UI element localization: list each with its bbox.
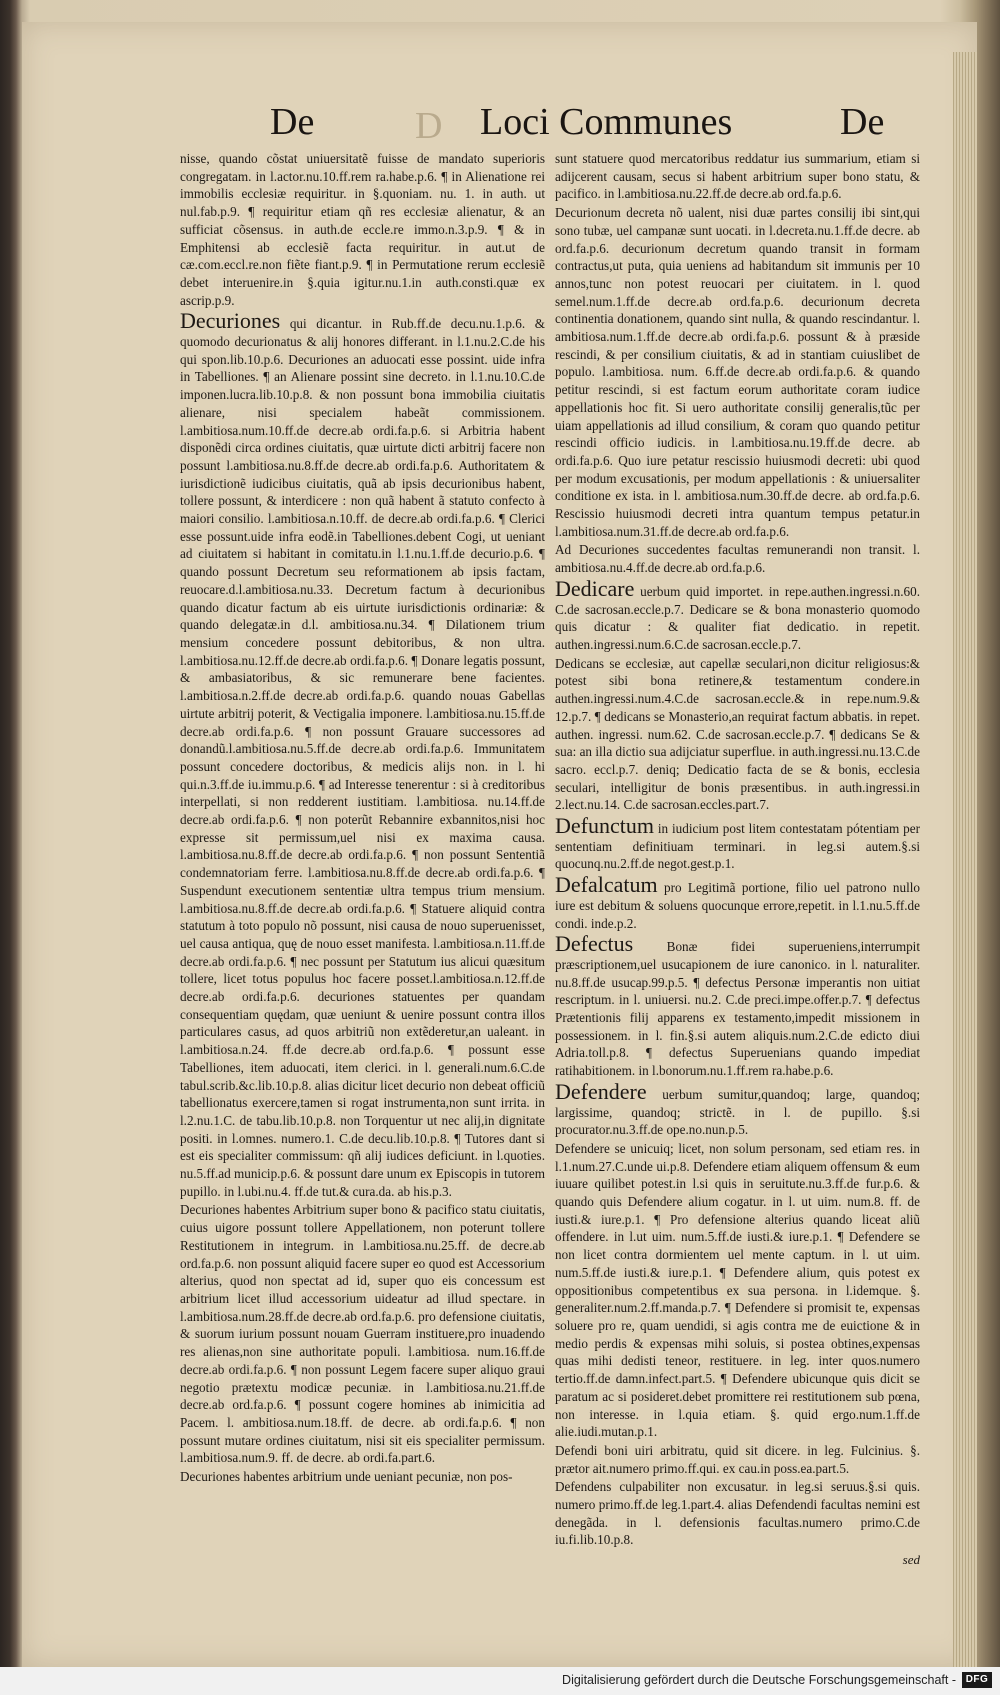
left-column (180, 150, 545, 1486)
entry-defalcatum (555, 874, 920, 932)
entry-defendere-se: Defendere se unicuiq; licet, non solum personam, sed etiam res. in l.1.num.27.C.unde ui.p.8. Defendere etiam aliquem offensum & eum iuuare quilibet potest.in l.si quis in seruitute.nu.3.ff.de fur.p.6. & quando quis Defendere alium cogatur. in l. ut uim. num.8. ff. de iusti.& iure.p.1. ¶ Pro defensione alterius quando liceat aliũ offendere. in l.ut uim. num.5.ff.de iusti.& iure.p.1. ¶ Defendere se non licet contra dormientem uel mente captum. in l. ut uim. num.5.ff.de iusti.& iure.p.1. ¶ Defendere alium, quis potest ex oppositionibus competentibus ex sua persona. in l.idemque. §. generaliter.num.2.ff.manda.p.7. ¶ Defendere si promisit te, expensas soluere pro re, quam uendidi, si agis contra me de euictione & in medio perdis & expensas mihi soluis, si postea obtines,expensas quas mihi dedisti teneor, restituere. in leg. inter quos.numero tertio.ff.de damn.infect.part.5. ¶ Defendere ubicunque quis dicit se paratum ac si posideret.debet promittere rei restitutionem sub pœna, non interesse. in l.quia etiam. §. quid ergo.num.1.ff.de alie.iudi.mutan.p.1. (555, 1140, 920, 1440)
lemma-defalcatum: Defalcatum (555, 872, 658, 898)
entry-statuere: sunt statuere quod mercatoribus reddatur ius summarium, etiam si adijcerent causam, secus si habent arbitrium super bono statu, & pacifico. in l.ambitiosa.nu.22.ff.de decre.ab ord.fa.p.6. (555, 151, 920, 202)
running-header (60, 100, 910, 150)
lemma-defectus: Defectus (555, 931, 634, 957)
dfg-logo: DFG (962, 1672, 992, 1688)
entry-dedicans: Dedicans se ecclesiæ, aut capellæ seculari,non dicitur religiosus:& potest sibi bona retinere,& testamentum condere.in authen.ingressi.num.4.C.de sacrosan.eccle.& in repe.num.9.& 12.p.7. ¶ dedicans se Monasterio,an requirat factum abbatis. in repet. authen. ingressi. num.62. C.de sacrosan.eccle.p.7. ¶ dedicans Se & sua: an illa dictio sua adijciatur superflue. in auth.ingressi.nu.13.C.de sacro. eccl.p.7. deniq; Dedicatio facta de se & bonis, ecclesia seculari, intelligitur de bonis præsentibus. in auth.ingressi.in 2.lect.nu.14. C.de sacrosan.eccles.part.7. (555, 655, 920, 813)
entry-defunctum (555, 815, 920, 873)
entry-defendere (555, 1078, 920, 1139)
header-right: De (840, 101, 885, 143)
entry-decuriones-text: qui dicantur. in Rub.ff.de decu.nu.1.p.6. & quomodo decurionatus & alij honores differant. in l.1.nu.2.C.de his qui spon.lib.10.p.6. Decuriones an aduocati esse possint. uide infra in Tabelliones. ¶ an Alienare possint sine decreto. in l.1.nu.10.C.de imponen.lucra.lib.10.p.8. & non possunt bona immobilia ciuitatis alienare, nisi specialem habeãt commissionem. l.ambitiosa.num.10.ff.de decre.ab ordi.fa.p.6. si Arbitria habent disponẽdi circa ordines ciuitatis, quæ uirtute dicti arbitrij facere non possunt l.ambitiosa.nu.8.ff.de decre.ab ordi.fa.p.6. Authoritatem & iurisdictionẽ iudicibus ciuitatis, quã ab ipsis decurionibus habent, tollere possunt, & interdicere : non quã habent ã statuto confecto à maiori consilio. l.ambitiosa.n.10.ff. de decre.ab ordi.fa.p.6. ¶ Clerici esse possunt.uide infra eodẽ.in Tabelliones.debent Cogi, ut ueniant ad ciuitatem si habitant in comitatu.in l.1.nu.1.ff.de decurio.p.6. ¶ quando possunt Decretum seu reformationem ab ipsis factam, reuocare.d.l.ambitiosa.nu.33. Decretum factum à decurionibus quando dicatur factum ab eis uirtute iurisdictionis ordinariæ: & quando delegatæ.in d.l. ambitiosa.nu.34. ¶ Dilationem trium mensium concedere possunt debitoribus, & non ultra. l.ambitiosa.nu.12.ff.de decre.ab ordi.fa.p.6. ¶ Donare legatis possunt, & ambasiatoribus, & sic remunerare bene facientes. l.ambitiosa.n.2.ff.de decre.ab ordi.fa.p.6. quando nouas Gabellas uirtute arbitrij poterit, & Vectigalia imponere. l.ambitiosa.nu.15.ff.de decre.ab ordi.fa.p.6. ¶ non possunt Grauare successores ad donandũ.l.ambitiosa.nu.5.ff.de decre.ab ordi.fa.p.6. Immunitatem possunt concedere doctoribus, & medicis alijs non. in l. hi qui.n.3.ff.de iu.immu.p.6. ¶ ad Interesse tenerentur : si à creditoribus interpellati, si non redderent iustitiam. l.ambitiosa. nu.14.ff.de decre.ab ordi.fa.p.6. ¶ non poterũt Rebannire exbannitos,nisi hoc expresse sit permissum,uel nisi ex maxima causa. l.ambitiosa.nu.8.ff.de decre.ab ordi.fa.p.6. ¶ non possunt Sententiã condemnatoriam ferre. l.ambitiosa.nu.8.ff.de decre.ab ordi.fa.p.6. ¶ Suspendunt executionem sententiæ ultra tempus trium mensium. l.ambitiosa.nu.8.ff.de decre.ab ordi.fa.p.6. ¶ Statuere aliquid contra statutum à toto populo nõ possunt, nisi causa de nouo superuenisset, uel causa antiqua, quę de nouo esset manifesta. l.ambitiosa.n.11.ff.de decre.ab ordi.fa.p.6. ¶ nec possunt per Statutum ius alicui quæsitum tollere, licet totus populus hoc facere posset.l.ambitiosa.n.12.ff.de decre.ab ordi.fa.p.6. decuriones statuentes per quandam consequentiam quędam, quæ ueniunt & uenire possunt contra illos particulares casus, ad quos arbitriũ non extẽderetur,an ualeant. in l.ambitiosa.n.24. ff.de decre.ab ord.fa.p.6. ¶ possunt esse Tabelliones, item aduocati, item clerici. in l. generali.num.6.C.de tabul.scrib.&c.lib.10.p.8. alias dicitur licet decurio non debeat officiũ tabellionatus exercere,tamen si rogat instrumenta,non sunt irrita. in l.2.nu.1.C. de tabu.lib.10.p.8. non Torquentur ut nec alij,in dignitate positi. in l.omnes. numero.1. C.de decu.lib.10.p.8. ¶ Tutores dant si est eis specialiter commissum: qñ alij iudices deficiunt. in l.quoties. nu.5.ff.ad municip.p.6. & possunt dare unum ex Episcopis in tutorem pupillo. in l.ubi.nu.4. ff.de tut.& cura.da. ab his.p.3. (180, 316, 545, 1199)
entry-defunctum-text: in iudicium post litem contestatam pótentiam per sententiam definitiuam terminari. in leg.si autem.§.si quocunq.nu.2.ff.de negot.gest.p.1. (555, 821, 920, 872)
entry-decurionum: Decurionum decreta nõ ualent, nisi duæ partes consilij ibi sint,qui sono tubæ, uel campanæ sunt uocati. in l.decreta.nu.1.ff.de decre. ab ord.fa.p.6. decurionum decretum quando transit in formam contractus,ut puta, quia ueniens ad habitandum sit immunis per 10 annos,tunc non potest reuocari per ciuitatem. in l. quod semel.num.1.ff.de decre.ab ord.fa.p.6. decurionum decreta continentia donationem, quando sint nulla, & quando rescindantur. l. ambitiosa.num.1.ff.de decre.ab ordi.fa.p.6. possunt & à præside rescindi, & per consilium ciuitatis, & ad in stantiam cuiuslibet de populo. l.ambitiosa. num. 6.ff.de decre.ab ordi.fa.p.6. & quando petitur rescindi, si est factum eorum authoritate coram iudice appellationis hoc fit. Si uero authoritate consilij generalis,tũc per uiam appellationis ad illud consilium, & coram quo quando petitur rescindi officio iudicis. in l.ambitiosa.nu.19.ff.de decre. ab ordi.fa.p.6. Quo iure petatur rescissio huiusmodi decreti: ubi quod per modum excusationis, per modum appellationis : & uniuersaliter conditione ex ista. in l. ambitiosa.num.30.ff.de decre. ab ord.fa.p.6. Rescissio huiusmodi decreti intra quantum tempus petatur.in l.ambitiosa.num.31.ff.de decre.ab ord.fa.p.6. (555, 205, 920, 539)
entry-dedicare (555, 575, 920, 654)
entry-continuation: nisse, quando cõstat uniuersitatẽ fuisse de mandato superioris congregatam. in l.actor.nu.10.ff.rem ra.habe.p.6. ¶ in Alienatione rei immobilis ecclesiæ requiritur. in §.quoniam. nu. 1. in auth. ut nul.fab.p.9. ¶ requiritur etiam qñ res ecclesiæ alienatur, & an sufficiat cõsensus. in auth.de eccle.re immo.n.3.p.9. ¶ & in Emphitensi ab ecclesiẽ facta requiritur. in aut.ut de cæ.com.eccl.re.non fiẽte fiant.p.9. ¶ in Permutatione rerum ecclesiẽ debet interuenire.in §.quia igitur.nu.1.in auth.consti.quæ ex ascrip.p.9. (180, 151, 545, 308)
catchword: sed (902, 1552, 920, 1568)
lemma-defendere: Defendere (555, 1078, 647, 1104)
funding-credit: Digitalisierung gefördert durch die Deutsche Forschungsgemeinschaft - (562, 1673, 956, 1687)
entry-defendere-text: uerbum sumitur,quandoq; large, quandoq; largissime, quandoq; strictẽ. in l. de pupillo. §.si procurator.nu.3.ff.de ope.no.nun.p.5. (555, 1086, 920, 1138)
entry-defectus-text: Bonæ fidei superueniens,interrumpit præscriptionem,uel usucapionem de iure canonico. in l. naturaliter. nu.8.ff.de usucap.99.p.5. ¶ defectus Personæ imperantis non uitiat rescriptum. in l. uniuersi. nu.2. C.de preci.impe.offer.p.7. ¶ defectus Prætentionis filij apparens ex testamento,impedit missionem in possessionem. in l. fin.§.si autem aliquis.num.2.C.de edicto diui Adria.toll.p.8. ¶ defectus Superuenians quando impediat ratihabitionem. in l.bonorum.nu.1.ff.rem ra.habe.p.6. (555, 939, 921, 1079)
entry-decuriones-arbitrium: Decuriones habentes Arbitrium super bono & pacifico statu ciuitatis, cuius uigore possunt tollere Appellationem, non poterunt tollere Restitutionem in integrum. in l.ambitiosa.nu.25.ff. de decre.ab ord.fa.p.6. non possunt aliquid facere super eo quod est Accessorium alterius, quod non spectat ad id, super quo eis concessum est arbitrium licet illud accessorium uideatur ad illud spectare. in l.ambitiosa.num.28.ff.de decre.ab ord.fa.p.6. pro defensione ciuitatis, & suorum iurium possunt nouam Guerram instituere,pro inuadendo res alienas,non sine authoritate populi. l.ambitiosa. num.16.ff.de decre.ab ordi.fa.p.6. ¶ non possunt Legem facere super aliquo graui negotio prætextu modicæ pecuniæ. in l.ambitiosa.nu.21.ff.de decre.ab ord.fa.p.6. ¶ possunt cogere homines ab inimicitia ad Pacem. l. ambitiosa.num.18.ff. de decre. ab ordi.fa.p.6. ¶ non possunt mutare ordines ciuitatum, nisi sit eis specialiter permissum. l.ambitiosa.num.9. ff. de decre. ab ordi.fa.part.6. (180, 1202, 545, 1466)
entry-ad-decuriones: Ad Decuriones succedentes facultas remunerandi non transit. l. ambitiosa.nu.4.ff.de decre.ab ord.fa.p.6. (555, 542, 920, 576)
entry-decuriones (180, 310, 545, 1200)
entry-defalcatum-text: pro Legitimã portione, filio uel patrono nullo iure est debitum & soluens quocunque errore,repetit. in l.1.nu.5.ff.de condi. inde.p.2. (555, 880, 920, 931)
entry-decuriones-pecuniae: Decuriones habentes arbitrium unde ueniant pecuniæ, non pos- (180, 1469, 513, 1485)
header-left: De (270, 101, 315, 143)
entry-defendens: Defendens culpabiliter non excusatur. in leg.si seruus.§.si quis. numero primo.ff.de leg.1.part.4. alias Defendendi facultas nemini est denegãda. in l. defensionis facultas.numero primo.C.de iu.fi.lib.10.p.8. (555, 1479, 920, 1548)
lemma-defunctum: Defunctum (555, 813, 654, 839)
lemma-decuriones: Decuriones (180, 308, 281, 334)
entry-defectus (555, 933, 920, 1080)
show-through-mark: D (415, 105, 443, 147)
header-title: Loci Communes (480, 101, 733, 143)
lemma-dedicare: Dedicare (555, 575, 635, 601)
entry-dedicare-text: uerbum quid importet. in repe.authen.ingressi.n.60. C.de sacrosan.eccle.p.7. Dedicare se & bona monasterio quomodo quis dicatur : & qualiter fiat dedicatio. in repetit. authen.ingressi.num.6.C.de sacrosan.eccle.p.7. (555, 583, 920, 652)
entry-defendi: Defendi boni uiri arbitratu, quid sit dicere. in leg. Fulcinius. §. prætor ait.numero primo.ff.qui. ex cau.in poss.ea.part.5. (555, 1442, 920, 1476)
page-edges (953, 52, 977, 1692)
right-column (555, 150, 921, 1568)
footer-bar (0, 1667, 1000, 1695)
